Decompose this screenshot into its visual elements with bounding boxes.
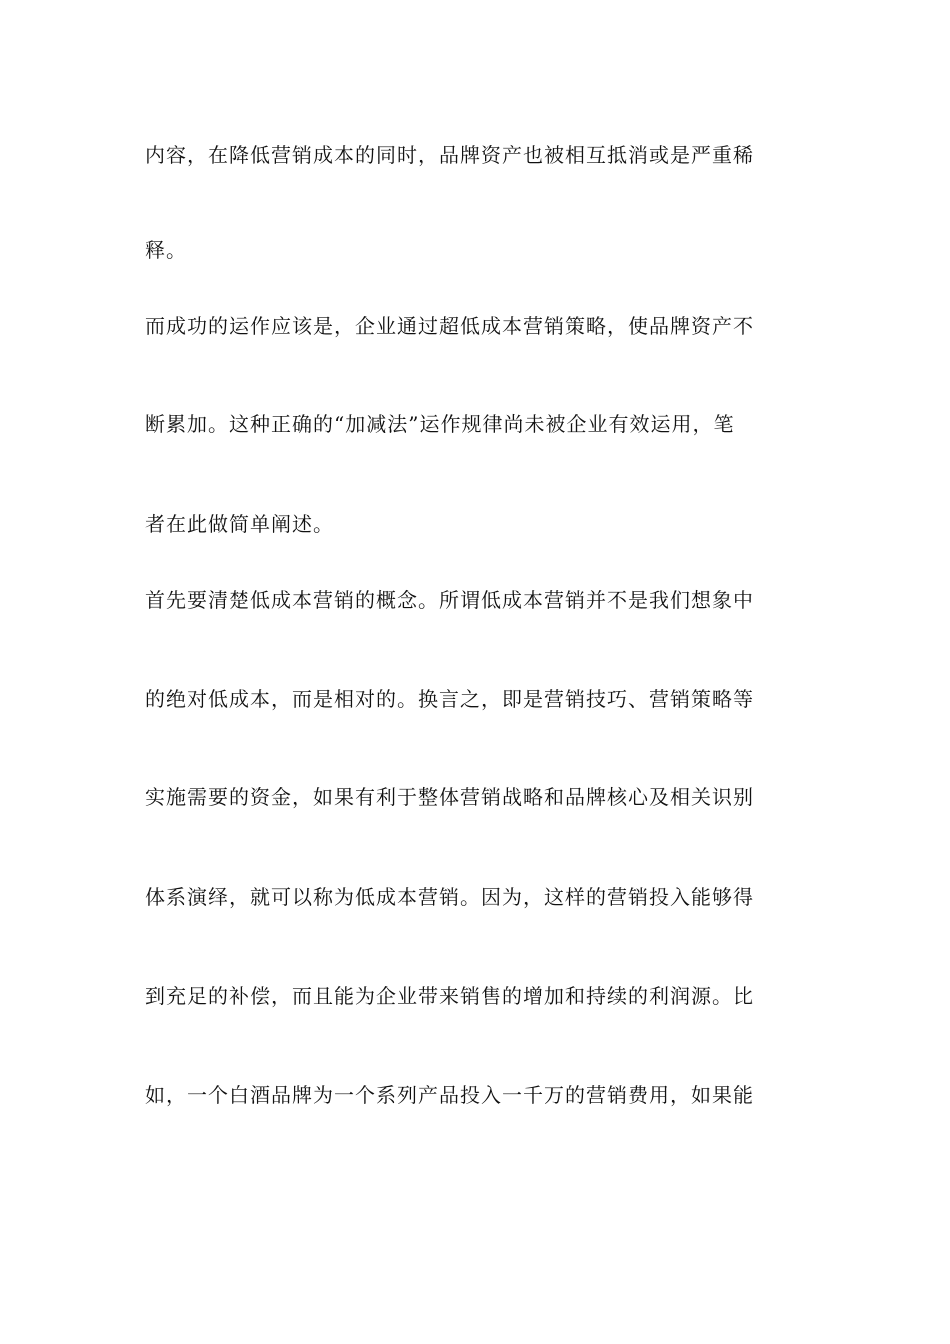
text-line: 断累加。这种正确的“加减法”运作规律尚未被企业有效运用，笔 bbox=[145, 412, 735, 436]
text-line: 内容，在降低营销成本的同时，品牌资产也被相互抵消或是严重稀 bbox=[145, 143, 754, 167]
text-line: 释。 bbox=[145, 238, 187, 262]
text-line: 到充足的补偿，而且能为企业带来销售的增加和持续的利润源。比 bbox=[145, 984, 754, 1008]
text-line: 的绝对低成本，而是相对的。换言之，即是营销技巧、营销策略等 bbox=[145, 687, 754, 711]
text-line: 如，一个白酒品牌为一个系列产品投入一千万的营销费用，如果能 bbox=[145, 1083, 754, 1107]
text-line: 而成功的运作应该是，企业通过超低成本营销策略，使品牌资产不 bbox=[145, 314, 754, 338]
text-line: 实施需要的资金，如果有利于整体营销战略和品牌核心及相关识别 bbox=[145, 785, 754, 809]
text-line: 者在此做简单阐述。 bbox=[145, 512, 334, 536]
text-line: 首先要清楚低成本营销的概念。所谓低成本营销并不是我们想象中 bbox=[145, 588, 754, 612]
text-line: 体系演绎，就可以称为低成本营销。因为，这样的营销投入能够得 bbox=[145, 885, 754, 909]
